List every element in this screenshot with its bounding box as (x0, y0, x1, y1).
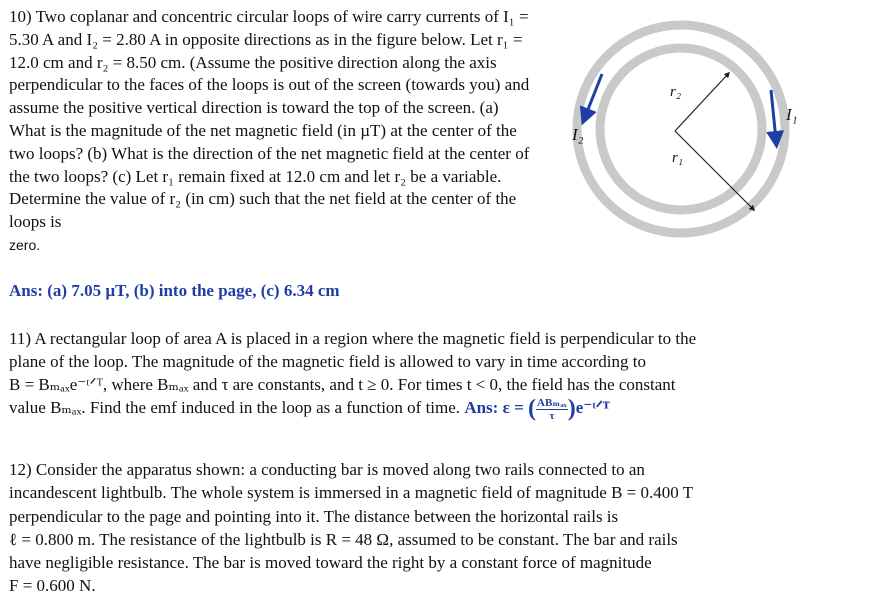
label-r2: r₂ (670, 84, 682, 100)
inner-loop (600, 48, 762, 210)
problem-11-line-3: B = Bₘₐₓe⁻ᵗᐟᵀ, where Bₘₐₓ and τ are constants, and t ≥ 0. For times t < 0, the field has the constant (9, 375, 676, 394)
label-r1: r₁ (672, 150, 684, 166)
problem-12-line-3: perpendicular to the page and pointing into it. The distance between the horizontal rails is (9, 506, 619, 526)
problem-10-zero-word: zero. (9, 236, 41, 253)
problem-12-line-6: F = 0.600 N. (9, 576, 96, 596)
problem-11-line-1: 11) A rectangular loop of area A is placed in a region where the magnetic field is perpendicular to the (9, 329, 697, 348)
answer-exponential: e⁻ᵗᐟᵀ (575, 398, 610, 417)
problem-12-line-5: have negligible resistance. The bar is moved toward the right by a constant force of magnitude (9, 553, 652, 573)
concentric-loops-figure (548, 14, 848, 274)
problem-10-text (9, 6, 539, 257)
answer-fraction-numerator: ABₘₐₓ (537, 396, 567, 409)
problem-10-answer: Ans: (a) 7.05 µT, (b) into the page, (c) 6.34 cm (9, 281, 340, 300)
problem-11-line-2: plane of the loop. The magnitude of the magnetic field is allowed to vary in time according to (9, 352, 647, 371)
problem-12-text (9, 458, 869, 598)
label-I1: I₁ (786, 105, 798, 124)
problem-11-line-4-text: value Bₘₐₓ. Find the emf induced in the loop as a function of time. (9, 398, 465, 417)
problem-12-line-2: incandescent lightbulb. The whole system is immersed in a magnetic field of magnitude B = 0.400 T (9, 483, 694, 503)
answer-close-paren: ) (567, 395, 576, 422)
answer-fraction-denominator: τ (549, 409, 555, 422)
answer-fraction (536, 397, 568, 422)
problem-11-answer-label: Ans: ε = (464, 398, 529, 417)
outer-loop (577, 25, 785, 233)
problem-12-line-1: 12) Consider the apparatus shown: a conducting bar is moved along two rails connected to an (9, 460, 645, 479)
radius-r2-line (675, 74, 728, 131)
answer-open-paren: ( (528, 395, 537, 422)
problem-11-line-4 (9, 396, 869, 422)
label-I2: I₂ (572, 125, 584, 144)
problem-12-line-4: ℓ = 0.800 m. The resistance of the lightbulb is R = 48 Ω, assumed to be constant. The bar and rails (9, 529, 678, 549)
problem-11-text (9, 327, 869, 422)
current-I1-arrow (771, 90, 776, 140)
problem-10-body: 10) Two coplanar and concentric circular loops of wire carry currents of I₁ = 5.30 A and I₂ = 2.80 A in opposite directions as in the figure below. Let r₁ = 12.0 cm and r₂ = 8.50 cm. (Assume the positive direction along the axis perpendicular to the faces of the loops is out of the screen (towards you) and assume the positive vertical direction is toward the top of the screen. (a) What is the magnitude of the net magnetic field (in µT) at the center of the two loops? (b) What is the direction of the net magnetic field at the center of the two loops? (c) Let r₁ remain fixed at 12.0 cm and let r₂ be a variable. Determine the value of r₂ (in cm) such that the net field at the center of the loops is (9, 7, 530, 232)
radius-r1-line (675, 131, 753, 209)
